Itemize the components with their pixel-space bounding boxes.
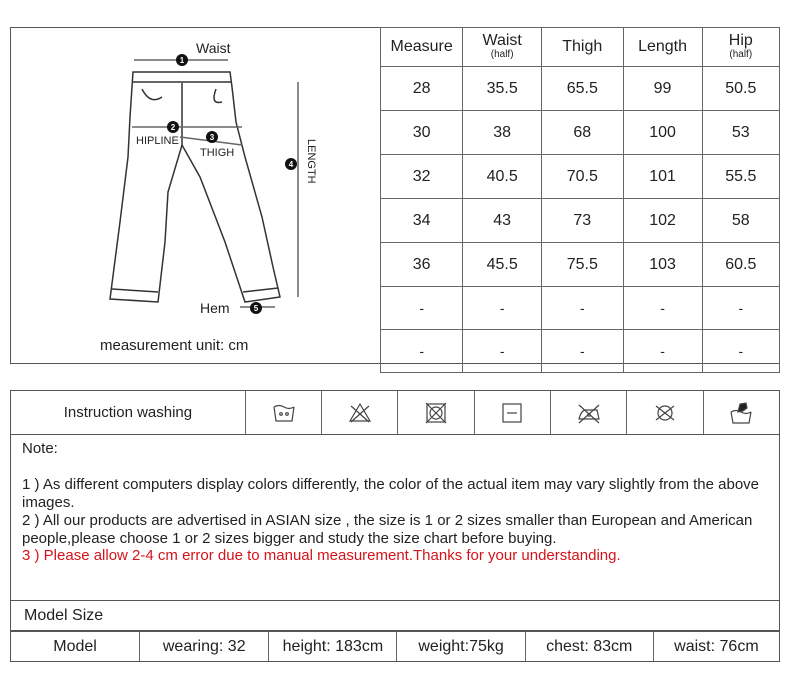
cell-hip: 55.5: [702, 155, 779, 199]
table-row: [381, 155, 780, 199]
cell-thigh: 70.5: [541, 155, 623, 199]
pants-outline: [110, 72, 280, 302]
cell-measure: 28: [381, 67, 463, 111]
note-item-1: 1 ) As different computers display colors differently, the color of the actual item may vary slightly from the above images.: [22, 476, 760, 511]
cell-length: 102: [623, 199, 702, 243]
marker-4: 4: [288, 160, 294, 169]
cell-measure: -: [381, 287, 463, 330]
cell-measure: 36: [381, 243, 463, 287]
cell-waist: 38: [463, 111, 542, 155]
model-wearing: wearing: 32: [140, 632, 269, 661]
table-header-row: [381, 28, 780, 67]
header-length: Length: [638, 37, 688, 55]
cell-waist: 40.5: [463, 155, 542, 199]
header-thigh: Thigh: [562, 37, 603, 55]
length-label: LENGTH: [305, 139, 317, 184]
cell-measure: 30: [381, 111, 463, 155]
pants-diagram: [10, 27, 380, 364]
size-table: [380, 27, 780, 373]
cell-hip: 60.5: [702, 243, 779, 287]
hem-label: Hem: [200, 300, 230, 316]
iron-low-icon: [551, 391, 627, 434]
model-size-title: Model Size: [24, 607, 104, 624]
marker-2: 2: [170, 123, 176, 132]
header-measure: Measure: [390, 37, 453, 55]
note-item-2: 2 ) All our products are advertised in ASIAN size , the size is 1 or 2 sizes smaller than European and American people,please choose 1 or 2 sizes bigger and study the size chart before buying.: [22, 512, 753, 547]
table-row: [381, 199, 780, 243]
cell-measure: 32: [381, 155, 463, 199]
cell-thigh: 75.5: [541, 243, 623, 287]
notes-title: Note:: [22, 440, 58, 457]
model-label: Model: [11, 632, 140, 661]
cell-measure: -: [381, 330, 463, 373]
header-waist: Waist: [482, 32, 522, 50]
cell-hip: 53: [702, 111, 779, 155]
hipline-label: HIPLINE: [136, 135, 179, 147]
table-row: [381, 67, 780, 111]
cell-length: -: [623, 287, 702, 330]
cell-waist: 35.5: [463, 67, 542, 111]
no-dry-clean-icon: [627, 391, 703, 434]
model-chest: chest: 83cm: [526, 632, 654, 661]
washing-instructions-row: [10, 390, 780, 435]
cell-hip: -: [702, 330, 779, 373]
model-weight: weight:75kg: [397, 632, 525, 661]
cell-waist: 45.5: [463, 243, 542, 287]
table-row: [381, 243, 780, 287]
table-row: [381, 287, 780, 330]
header-waist-sub: (half): [490, 49, 514, 61]
washing-label: Instruction washing: [11, 391, 246, 434]
cell-hip: 50.5: [702, 67, 779, 111]
measurement-unit: measurement unit: cm: [100, 337, 249, 354]
table-row: [381, 111, 780, 155]
cell-length: -: [623, 330, 702, 373]
thigh-label: THIGH: [200, 147, 235, 159]
cell-length: 101: [623, 155, 702, 199]
model-height: height: 183cm: [269, 632, 397, 661]
cell-hip: -: [702, 287, 779, 330]
model-size-title-frame: [10, 601, 780, 631]
table-row: [381, 330, 780, 373]
cell-waist: -: [463, 330, 542, 373]
wash-30-icon: [246, 391, 322, 434]
hand-wash-icon: [704, 391, 779, 434]
cell-thigh: 73: [541, 199, 623, 243]
marker-3: 3: [209, 133, 215, 142]
no-tumble-dry-icon: [398, 391, 474, 434]
cell-hip: 58: [702, 199, 779, 243]
cell-thigh: -: [541, 287, 623, 330]
cell-thigh: 68: [541, 111, 623, 155]
marker-5: 5: [253, 304, 259, 313]
cell-thigh: -: [541, 330, 623, 373]
model-waist: waist: 76cm: [674, 637, 759, 655]
cell-length: 100: [623, 111, 702, 155]
cell-length: 103: [623, 243, 702, 287]
dry-flat-icon: [475, 391, 551, 434]
no-bleach-icon: [322, 391, 398, 434]
marker-1: 1: [179, 56, 185, 65]
cell-thigh: 65.5: [541, 67, 623, 111]
cell-measure: 34: [381, 199, 463, 243]
cell-length: 99: [623, 67, 702, 111]
note-item-3: 3 ) Please allow 2-4 cm error due to manual measurement.Thanks for your understanding.: [22, 547, 621, 564]
cell-waist: -: [463, 287, 542, 330]
model-size-row: [10, 631, 780, 662]
header-hip: Hip: [728, 32, 753, 50]
waist-label: Waist: [196, 40, 231, 56]
cell-waist: 43: [463, 199, 542, 243]
header-hip-sub: (half): [729, 49, 753, 61]
